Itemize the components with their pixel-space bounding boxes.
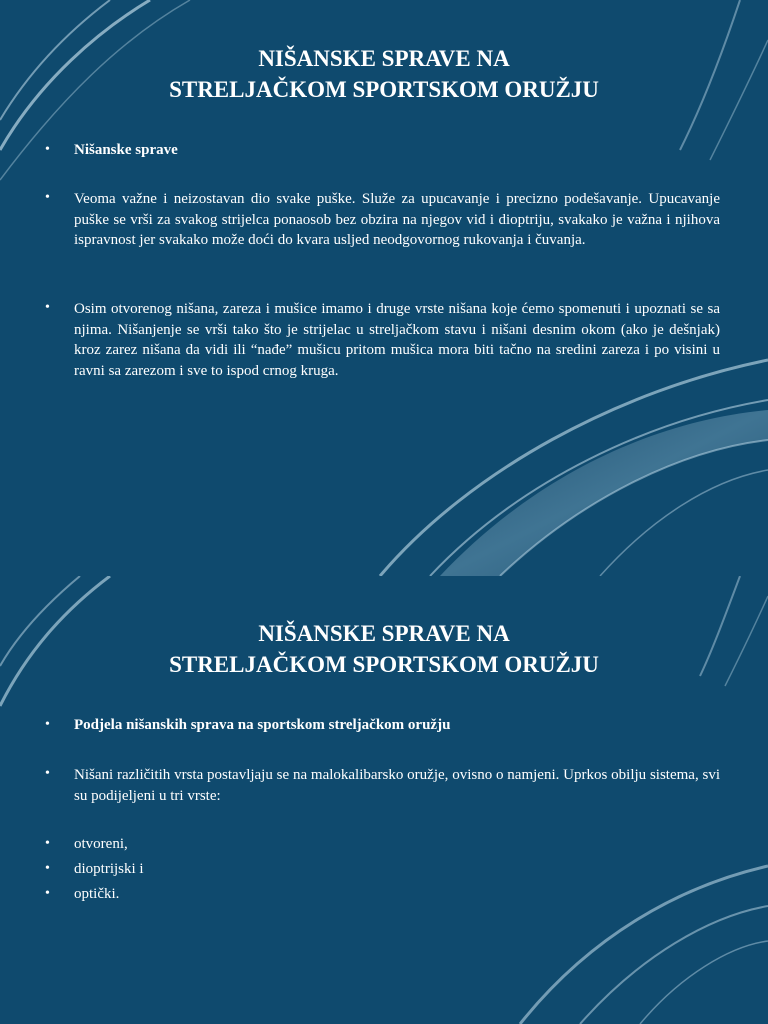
bullet-marker: • [45, 190, 50, 205]
slide-title-line-1: NIŠANSKE SPRAVE NA [258, 46, 510, 71]
slide-title-line-2: STRELJAČKOM SPORTSKOM ORUŽJU [169, 77, 599, 102]
list-item: otvoreni, [74, 836, 128, 852]
list-item: optički. [74, 886, 120, 902]
bullet-marker: • [45, 886, 50, 901]
slide-2 [0, 576, 768, 1024]
slide-title [0, 618, 768, 680]
bullet-marker: • [45, 766, 50, 781]
bullet-marker: • [45, 717, 50, 732]
bullet-marker: • [45, 836, 50, 851]
bullet-marker: • [45, 142, 50, 157]
list-item: dioptrijski i [74, 861, 144, 877]
slide-title-line-2: STRELJAČKOM SPORTSKOM ORUŽJU [169, 652, 599, 677]
slide-title [0, 43, 768, 105]
bullet-paragraph: Osim otvorenog nišana, zareza i mušice imamo i druge vrste nišana koje ćemo spomenuti i upoznati se sa njima. Nišanjenje se vrši tako što je strijelac u streljačkom stavu i nišani desnim okom (ako je dešnjak) kroz zarez nišana da vidi ili “nađe” mušicu pritom mušica mora biti tačno na sredini zareza i po visini u ravni sa zarezom i sve to ispod crnog kruga. [74, 301, 720, 379]
bullet-paragraph: Veoma važne i neizostavan dio svake puške. Služe za upucavanje i precizno podešavanje. Upucavanje puške se vrši za svakog strijelca ponaosob bez obzira na njegov vid i dioptriju, svakako je važna i njihova ispravnost jer svakako može doći do kvara usljed neodgovornog rukovanja i čuvanja. [74, 191, 720, 248]
bullet-heading: Nišanske sprave [74, 142, 178, 158]
bullet-heading: Podjela nišanskih sprava na sportskom streljačkom oružju [74, 717, 451, 733]
slide-title-line-1: NIŠANSKE SPRAVE NA [258, 621, 510, 646]
bullet-paragraph: Nišani različitih vrsta postavljaju se na malokalibarsko oružje, ovisno o namjeni. Uprkos obilju sistema, svi su podijeljeni u tri vrste: [74, 767, 720, 804]
bullet-marker: • [45, 861, 50, 876]
bullet-marker: • [45, 300, 50, 315]
